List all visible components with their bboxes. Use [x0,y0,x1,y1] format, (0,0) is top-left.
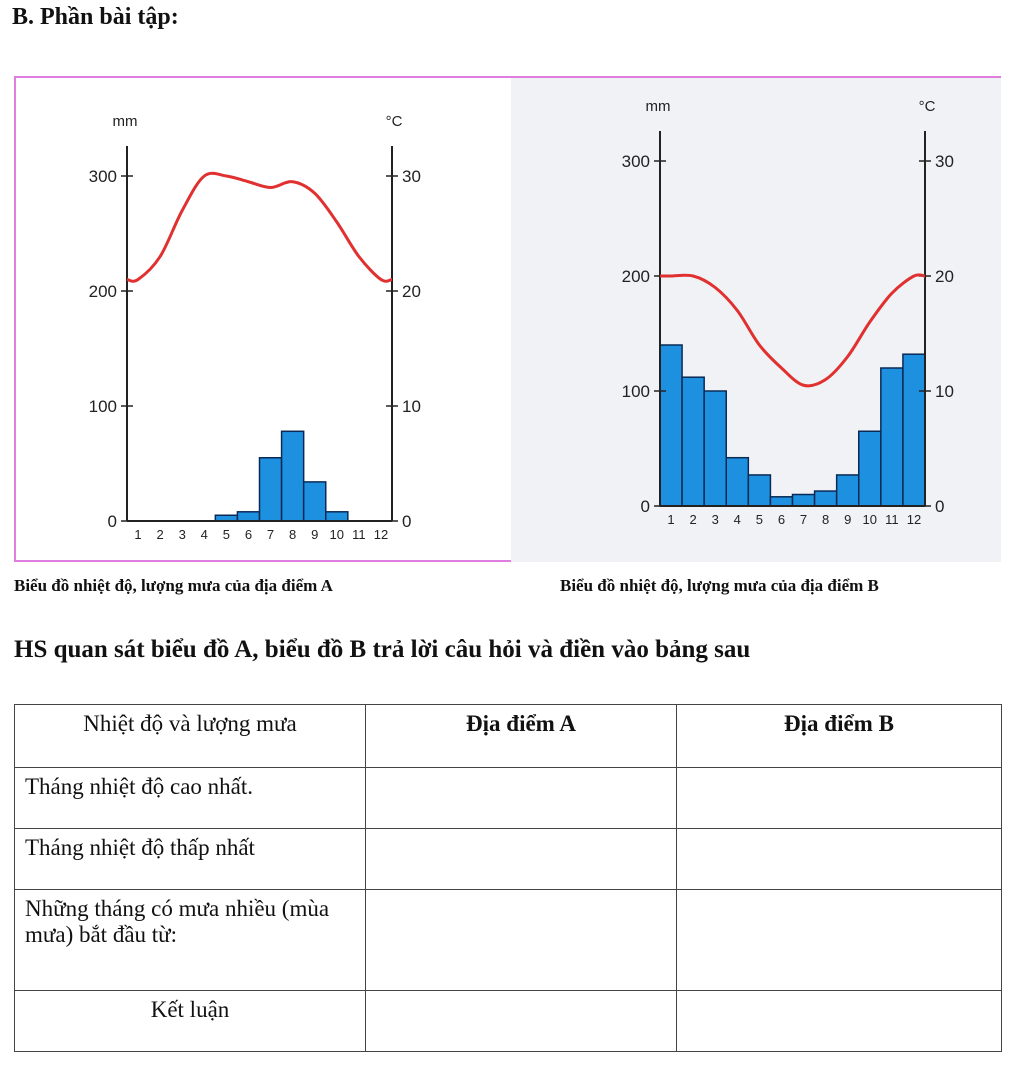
answer-cell-b[interactable] [677,829,1002,890]
month-label: 12 [906,512,922,527]
row-label: Tháng nhiệt độ cao nhất. [15,768,366,829]
rainfall-bar [793,495,815,507]
table-row [15,768,1002,829]
month-label: 2 [689,512,697,527]
month-label: 1 [667,512,675,527]
month-label: 10 [329,527,345,542]
rainfall-bar [237,512,259,521]
left-tick-label: 0 [640,497,650,516]
caption-chart-b: Biểu đồ nhiệt độ, lượng mưa của địa điểm B [560,576,879,595]
unit-left: mm [112,113,138,130]
right-tick-label: 20 [402,282,421,301]
right-tick-label: 10 [402,397,421,416]
rainfall-bar [660,345,682,506]
month-label: 7 [266,527,275,542]
rainfall-bar [704,391,726,506]
month-label: 9 [844,512,852,527]
right-tick-label: 0 [935,497,945,516]
rainfall-bar [726,458,748,506]
answer-cell-a[interactable] [366,991,677,1052]
month-label: 5 [222,527,230,542]
rainfall-bar [770,497,792,506]
section-heading: B. Phần bài tập: [12,4,179,30]
right-tick-label: 20 [935,267,954,286]
left-tick-label: 0 [107,512,117,531]
unit-left: mm [645,98,671,115]
header-cell: Nhiệt độ và lượng mưa [15,705,366,768]
rainfall-bar [682,377,704,506]
instruction-text: HS quan sát biểu đồ A, biểu đồ B trả lời câu hỏi và điền vào bảng sau [14,636,751,663]
month-label: 6 [777,512,786,527]
rainfall-bar [859,431,881,506]
month-label: 1 [134,527,142,542]
unit-right: °C [385,113,403,130]
rainfall-bar [326,512,348,521]
answer-cell-b[interactable] [677,890,1002,991]
rainfall-bar [837,475,859,506]
rainfall-bar [304,482,326,521]
month-label: 3 [178,527,186,542]
month-label: 8 [822,512,830,527]
answer-cell-a[interactable] [366,768,677,829]
month-label: 11 [885,512,899,527]
month-label: 11 [352,527,366,542]
rainfall-bar [748,475,770,506]
row-label: Kết luận [15,991,366,1052]
left-tick-label: 100 [88,397,117,416]
right-tick-label: 10 [935,382,954,401]
temperature-line [127,173,392,281]
left-tick-label: 200 [621,267,650,286]
month-label: 3 [711,512,719,527]
table-row [15,829,1002,890]
table-row [15,890,1002,991]
header-cell: Địa điểm A [366,705,677,768]
month-label: 2 [156,527,164,542]
month-label: 5 [755,512,763,527]
month-label: 4 [733,512,741,527]
answer-cell-a[interactable] [366,829,677,890]
right-tick-label: 30 [402,167,421,186]
month-label: 10 [862,512,878,527]
month-label: 6 [244,527,253,542]
header-cell: Địa điểm B [677,705,1002,768]
rainfall-bar [282,431,304,521]
row-label: Những tháng có mưa nhiều (mùa mưa) bắt đầu từ: [15,890,366,991]
month-label: 8 [289,527,297,542]
month-label: 12 [373,527,389,542]
answer-cell-b[interactable] [677,768,1002,829]
answer-cell-b[interactable] [677,991,1002,1052]
left-tick-label: 200 [88,282,117,301]
rainfall-bar [903,354,925,506]
left-tick-label: 300 [88,167,117,186]
charts-frame [14,76,1001,562]
right-tick-label: 30 [935,152,954,171]
table-row [15,991,1002,1052]
answer-cell-a[interactable] [366,890,677,991]
table-header-row [15,705,1002,768]
month-label: 9 [311,527,319,542]
right-tick-label: 0 [402,512,412,531]
month-label: 7 [799,512,808,527]
climate-charts [16,78,1001,562]
rainfall-bar [881,368,903,506]
rainfall-bar [815,491,837,506]
month-label: 4 [200,527,208,542]
unit-right: °C [918,98,936,115]
rainfall-bar [260,458,282,521]
answer-table [14,704,1002,1052]
left-tick-label: 300 [621,152,650,171]
left-tick-label: 100 [621,382,650,401]
caption-chart-a: Biểu đồ nhiệt độ, lượng mưa của địa điểm A [14,576,333,595]
row-label: Tháng nhiệt độ thấp nhất [15,829,366,890]
